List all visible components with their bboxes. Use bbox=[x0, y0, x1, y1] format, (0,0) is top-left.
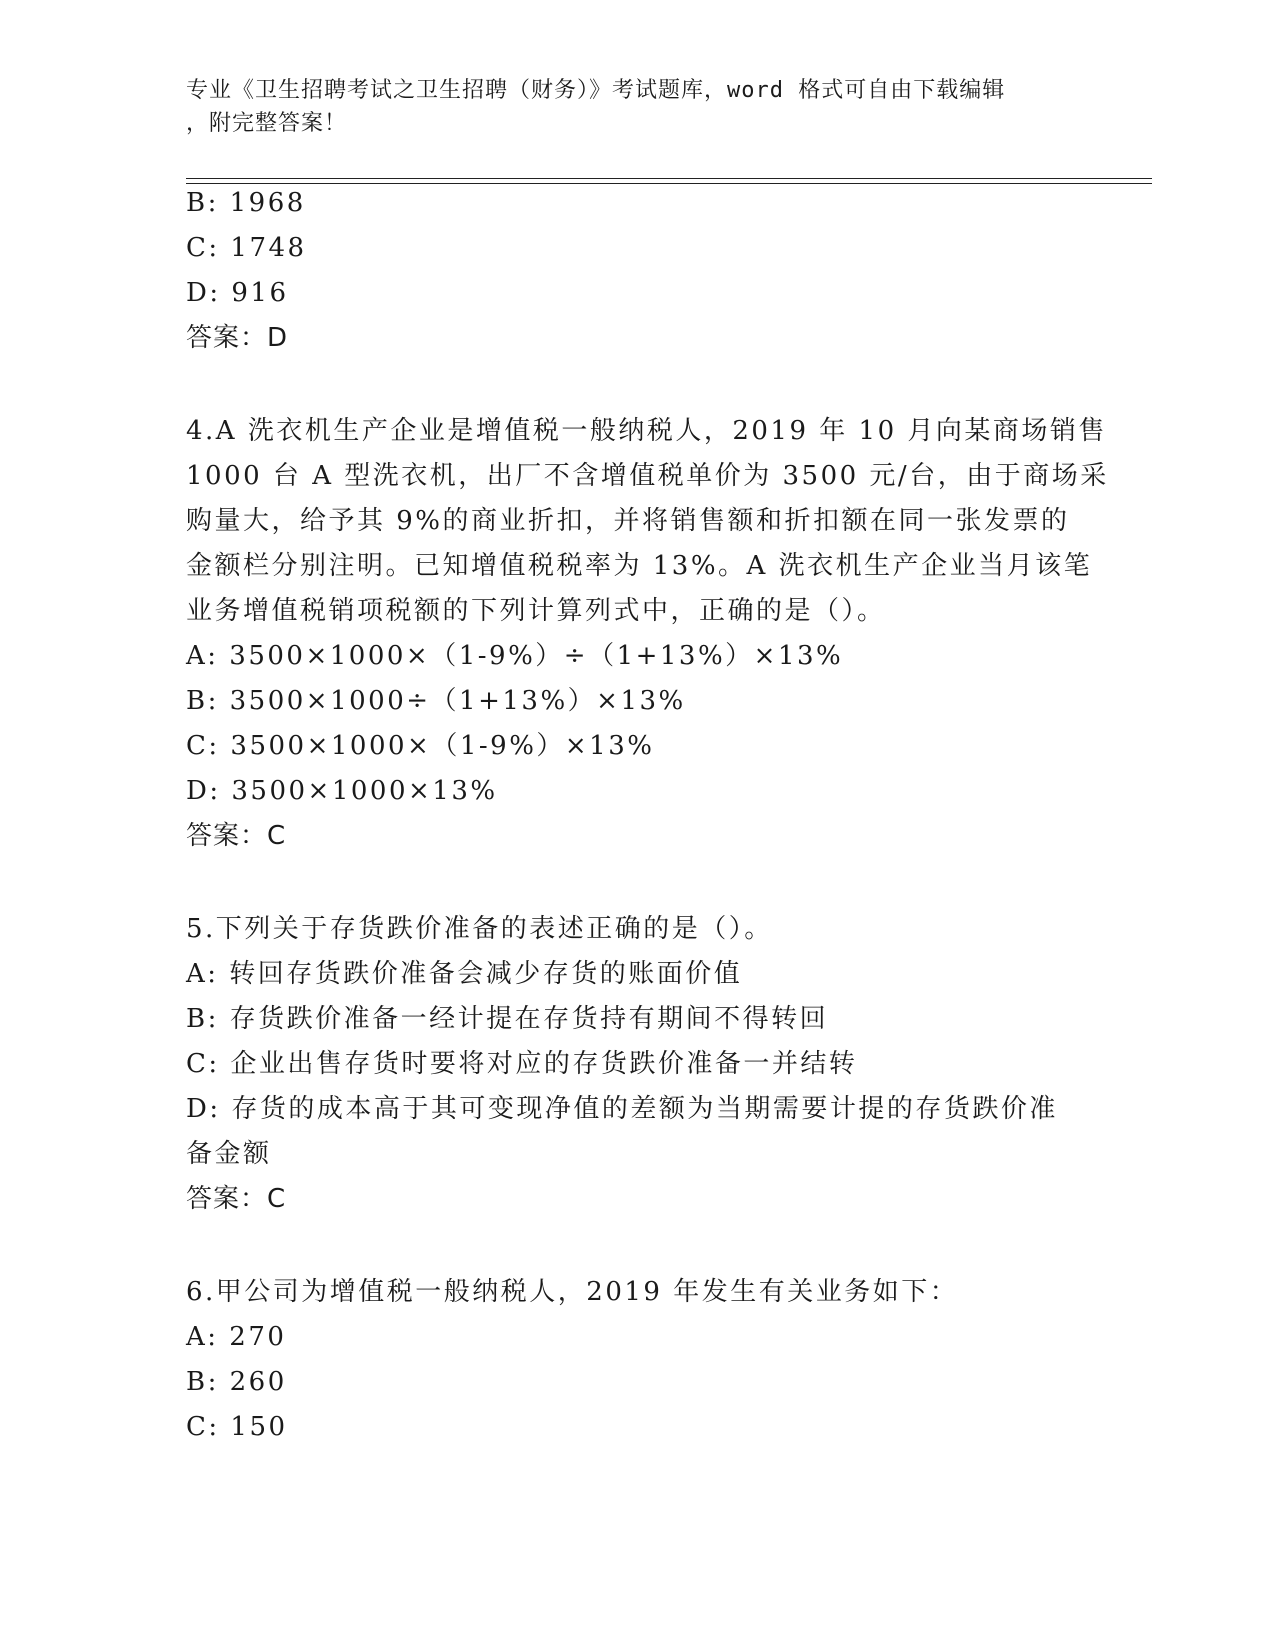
header-line-1: 专业《卫生招聘考试之卫生招聘（财务）》考试题库，word 格式可自由下载编辑 bbox=[186, 78, 1006, 103]
q5-option-b: B: 存货跌价准备一经计提在存货持有期间不得转回 bbox=[186, 1004, 829, 1034]
q3-answer: 答案：D bbox=[186, 323, 289, 353]
q4-option-b: B: 3500×1000÷（1+13%）×13% bbox=[186, 686, 686, 716]
q4-stem-line-1: 4.A 洗衣机生产企业是增值税一般纳税人，2019 年 10 月向某商场销售 bbox=[186, 416, 1107, 446]
q3-option-b: B: 1968 bbox=[186, 188, 306, 218]
q6-stem: 6.甲公司为增值税一般纳税人，2019 年发生有关业务如下： bbox=[186, 1277, 959, 1307]
q5-stem: 5.下列关于存货跌价准备的表述正确的是（）。 bbox=[186, 914, 773, 944]
q4-option-a: A: 3500×1000×（1-9%）÷（1+13%）×13% bbox=[186, 641, 844, 671]
q3-option-c: C: 1748 bbox=[186, 233, 307, 263]
q5-option-a: A: 转回存货跌价准备会减少存货的账面价值 bbox=[186, 959, 743, 989]
q4-stem-line-5: 业务增值税销项税额的下列计算列式中，正确的是（）。 bbox=[186, 596, 886, 626]
q6-option-a: A: 270 bbox=[186, 1322, 287, 1352]
q4-answer: 答案：C bbox=[186, 821, 287, 851]
q5-option-d-line-1: D: 存货的成本高于其可变现净值的差额为当期需要计提的存货跌价准 bbox=[186, 1094, 1058, 1124]
q4-option-c: C: 3500×1000×（1-9%）×13% bbox=[186, 731, 655, 761]
q5-option-c: C: 企业出售存货时要将对应的存货跌价准备一并结转 bbox=[186, 1049, 858, 1079]
q5-option-d-line-2: 备金额 bbox=[186, 1139, 272, 1169]
header-rule-bottom bbox=[186, 183, 1152, 184]
header-line-2: ，附完整答案！ bbox=[186, 111, 348, 136]
header-rule-top bbox=[186, 178, 1152, 179]
q3-option-d: D: 916 bbox=[186, 278, 289, 308]
q4-stem-line-2: 1000 台 A 型洗衣机，出厂不含增值税单价为 3500 元/台，由于商场采 bbox=[186, 461, 1109, 491]
q6-option-b: B: 260 bbox=[186, 1367, 287, 1397]
q4-stem-line-3: 购量大，给予其 9%的商业折扣，并将销售额和折扣额在同一张发票的 bbox=[186, 506, 1070, 536]
q4-option-d: D: 3500×1000×13% bbox=[186, 776, 498, 806]
q6-option-c: C: 150 bbox=[186, 1412, 288, 1442]
page-header bbox=[186, 74, 1066, 140]
q4-stem-line-4: 金额栏分别注明。已知增值税税率为 13%。A 洗衣机生产企业当月该笔 bbox=[186, 551, 1093, 581]
q5-answer: 答案：C bbox=[186, 1184, 287, 1214]
